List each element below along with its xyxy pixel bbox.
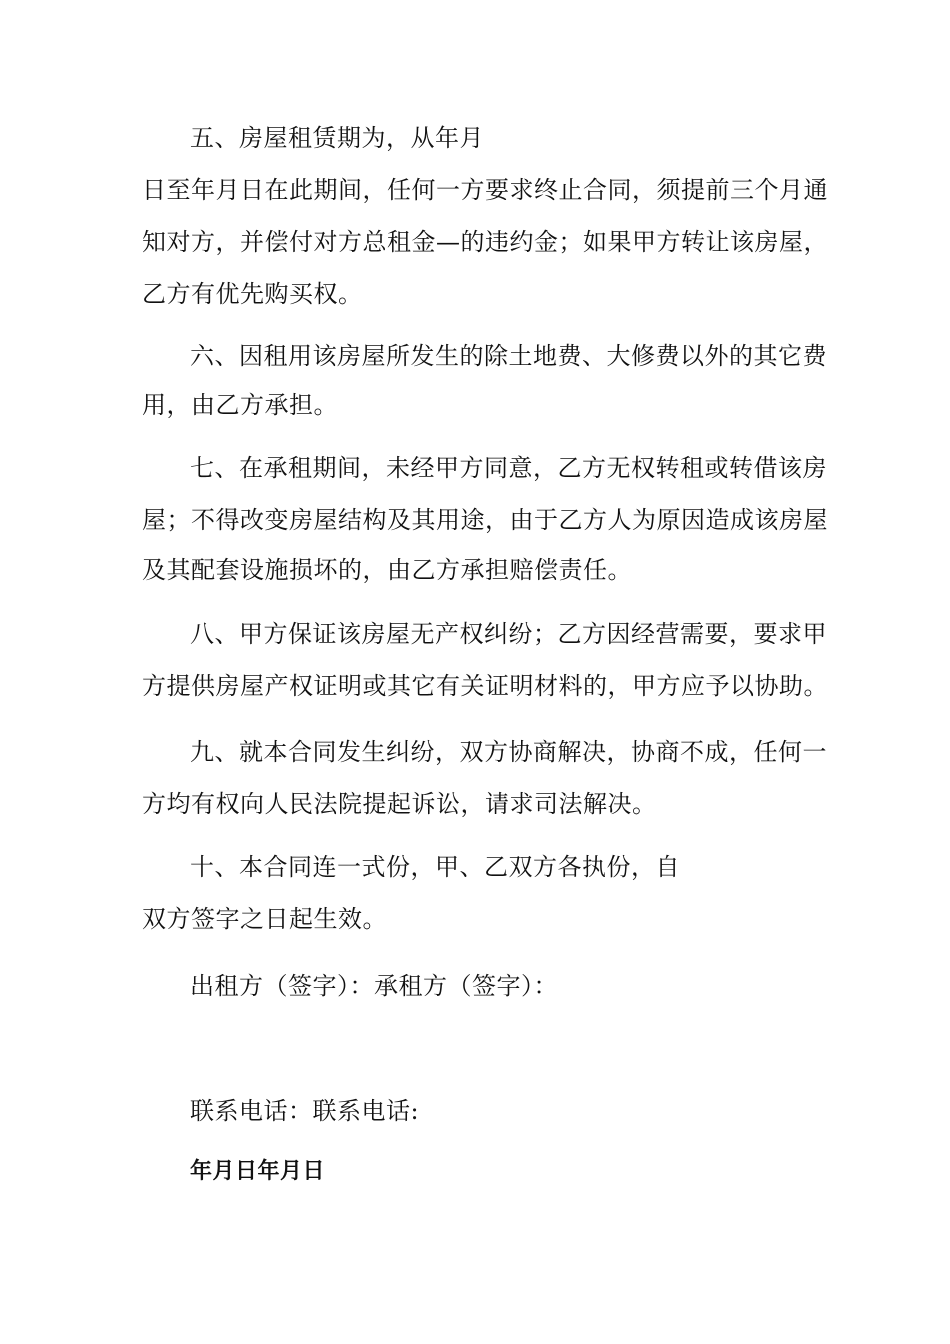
clause-5-line-4: 乙方有优先购买权。: [142, 280, 363, 308]
clause-9-line-2: 方均有权向人民法院提起诉讼，请求司法解决。: [142, 790, 657, 818]
signature-line: 出租方（签字）：承租方（签字）：: [190, 972, 558, 1000]
clause-6-line-2: 用，由乙方承担。: [142, 391, 338, 419]
clause-9-line-1: 九、就本合同发生纠纷，双方协商解决，协商不成，任何一: [190, 738, 827, 766]
clause-7-line-1: 七、在承租期间，未经甲方同意，乙方无权转租或转借该房: [190, 454, 827, 482]
clause-7-line-2: 屋；不得改变房屋结构及其用途，由于乙方人为原因造成该房屋: [142, 506, 828, 534]
clause-8-line-2: 方提供房屋产权证明或其它有关证明材料的，甲方应予以协助。: [142, 672, 828, 700]
clause-7-line-3: 及其配套设施损坏的，由乙方承担赔偿责任。: [142, 556, 632, 584]
clause-5-line-2: 日至年月日在此期间，任何一方要求终止合同，须提前三个月通: [142, 176, 828, 204]
clause-5-line-1: 五、房屋租赁期为，从年月: [190, 124, 484, 152]
clause-5-line-3: 知对方，并偿付对方总租金—的违约金；如果甲方转让该房屋，: [142, 228, 828, 256]
clause-6-line-1: 六、因租用该房屋所发生的除土地费、大修费以外的其它费: [190, 342, 827, 370]
date-line: 年月日年月日: [190, 1159, 326, 1184]
phone-line: 联系电话：联系电话:: [190, 1097, 420, 1125]
clause-10-line-2: 双方签字之日起生效。: [142, 905, 387, 933]
clause-10-line-1: 十、本合同连一式份，甲、乙双方各执份，自: [190, 853, 680, 881]
clause-8-line-1: 八、甲方保证该房屋无产权纠纷；乙方因经营需要，要求甲: [190, 620, 827, 648]
